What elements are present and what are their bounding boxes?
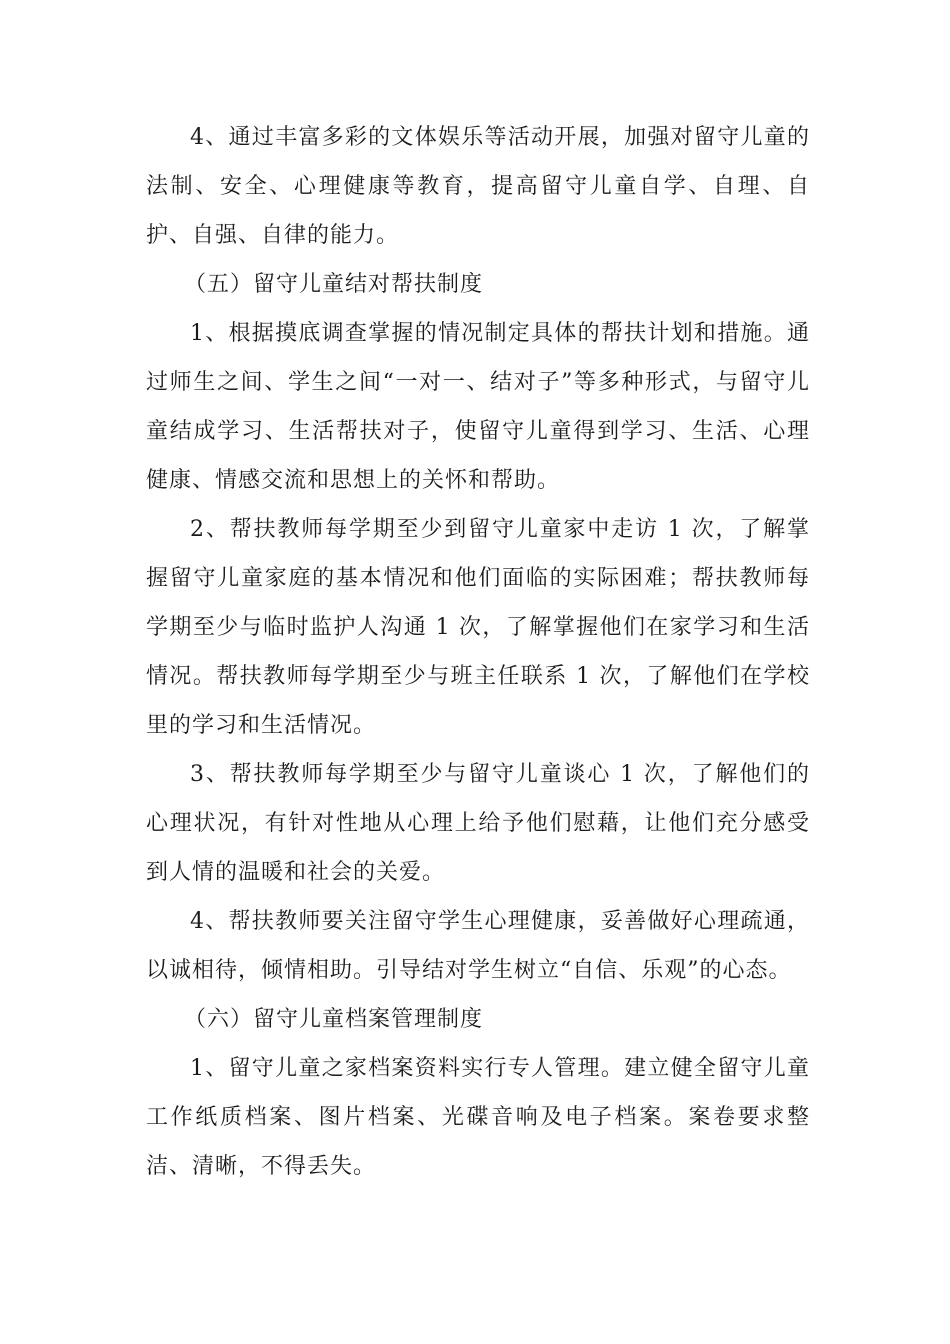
paragraph-item-1-plan: 1、根据摸底调查掌握的情况制定具体的帮扶计划和措施。通过师生之间、学生之间“一对一、结对子”等多种形式，与留守儿童结成学习、生活帮扶对子，使留守儿童得到学习、生活、心理健康、情感交流和思想上的关怀和帮助。: [146, 321, 810, 493]
paragraph-item-1-archives: 1、留守儿童之家档案资料实行专人管理。建立健全留守儿童工作纸质档案、图片档案、光碟音响及电子档案。案卷要求整洁、清晰，不得丢失。: [146, 1056, 810, 1179]
document-body: [146, 113, 810, 1191]
section-heading-5: （五）留守儿童结对帮扶制度: [184, 272, 484, 297]
paragraph-item-3-talks: 3、帮扶教师每学期至少与留守儿童谈心 1 次，了解他们的心理状况，有针对性地从心理上给予他们慰藉，让他们充分感受到人情的温暖和社会的关爱。: [146, 762, 810, 885]
paragraph-item-2-visits: 2、帮扶教师每学期至少到留守儿童家中走访 1 次，了解掌握留守儿童家庭的基本情况和他们面临的实际困难；帮扶教师每学期至少与临时监护人沟通 1 次，了解掌握他们在家学习和生活情况。帮扶教师每学期至少与班主任联系 1 次，了解他们在学校里的学习和生活情况。: [146, 517, 810, 738]
paragraph-item-4-activities: 4、通过丰富多彩的文体娱乐等活动开展，加强对留守儿童的法制、安全、心理健康等教育，提高留守儿童自学、自理、自护、自强、自律的能力。: [146, 125, 810, 248]
paragraph-item-4-psychology: 4、帮扶教师要关注留守学生心理健康，妥善做好心理疏通，以诚相待，倾情相助。引导结对学生树立“自信、乐观”的心态。: [146, 909, 810, 983]
section-heading-6: （六）留守儿童档案管理制度: [184, 1007, 484, 1032]
